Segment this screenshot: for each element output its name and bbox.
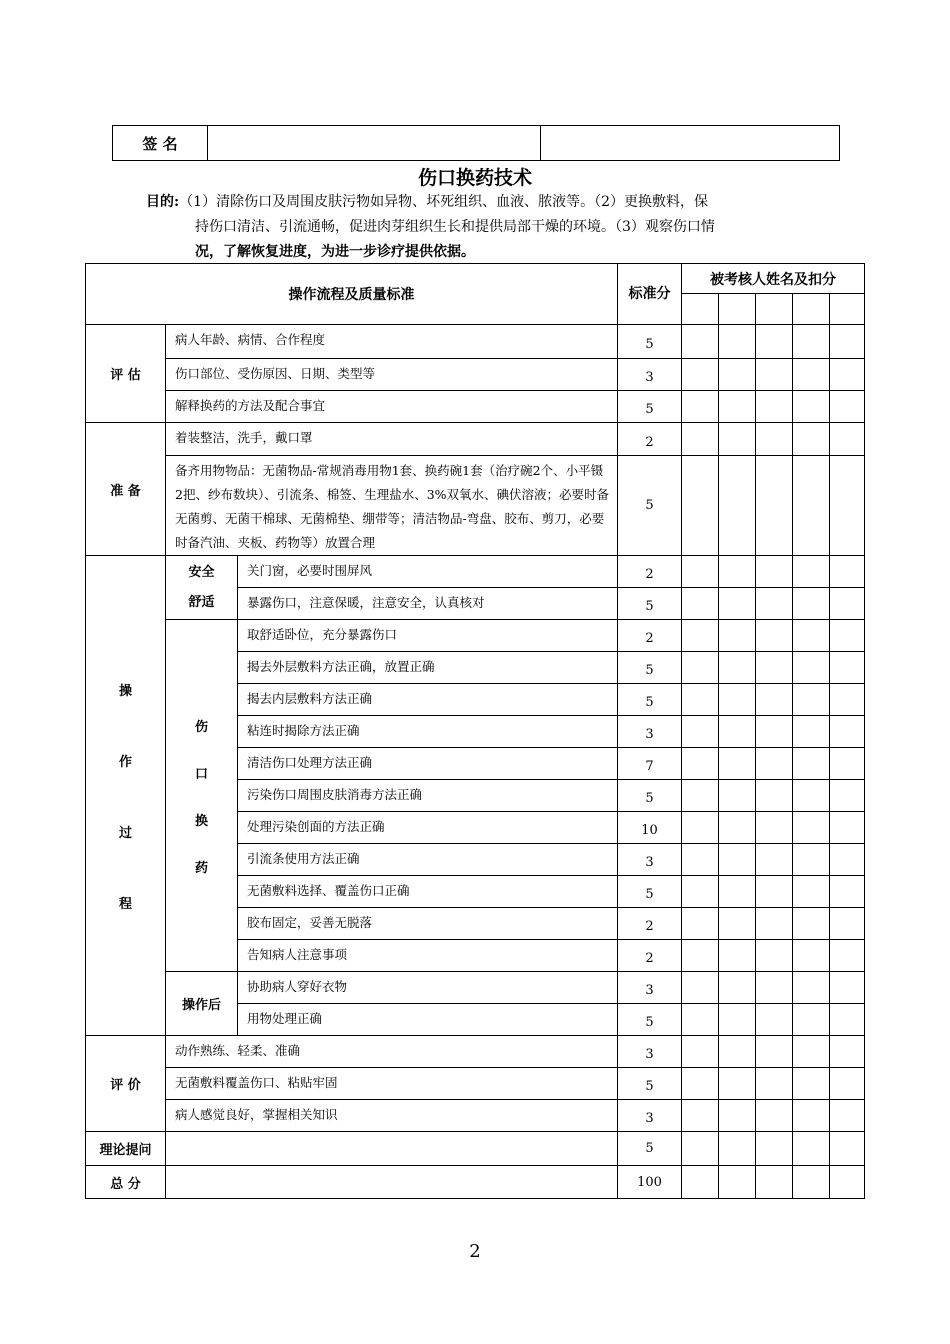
deduction-cell[interactable] bbox=[682, 359, 719, 391]
deduction-cell[interactable] bbox=[756, 325, 793, 359]
deduction-cell[interactable] bbox=[756, 812, 793, 844]
deduction-cell[interactable] bbox=[682, 456, 719, 556]
deduction-cell[interactable] bbox=[830, 1036, 865, 1068]
deduction-cell[interactable] bbox=[830, 812, 865, 844]
deduction-cell[interactable] bbox=[682, 972, 719, 1004]
criterion-item: 污染伤口周围皮肤消毒方法正确 bbox=[238, 780, 618, 812]
deduction-cell[interactable] bbox=[719, 1100, 756, 1132]
deduction-cell[interactable] bbox=[830, 972, 865, 1004]
deduction-cell[interactable] bbox=[830, 1004, 865, 1036]
deduction-cell[interactable] bbox=[719, 780, 756, 812]
deduction-cell[interactable] bbox=[793, 1004, 830, 1036]
criterion-item: 揭去内层敷料方法正确 bbox=[238, 684, 618, 716]
score-cell: 3 bbox=[618, 844, 682, 876]
deduction-cell[interactable] bbox=[756, 456, 793, 556]
deduction-cell[interactable] bbox=[793, 1132, 830, 1166]
deduction-cell[interactable] bbox=[719, 1068, 756, 1100]
criterion-item: 无菌敷料覆盖伤口、粘贴牢固 bbox=[166, 1068, 618, 1100]
score-cell: 3 bbox=[618, 972, 682, 1004]
deduction-cell[interactable] bbox=[756, 1004, 793, 1036]
deduction-cell[interactable] bbox=[719, 972, 756, 1004]
deduction-cell[interactable] bbox=[830, 620, 865, 652]
deduction-cell[interactable] bbox=[682, 1068, 719, 1100]
deduction-cell[interactable] bbox=[756, 908, 793, 940]
deduction-cell[interactable] bbox=[830, 1166, 865, 1199]
signature-table bbox=[112, 125, 840, 161]
deduction-cell[interactable] bbox=[756, 1036, 793, 1068]
deduction-cell[interactable] bbox=[793, 1166, 830, 1199]
deduction-cell[interactable] bbox=[830, 876, 865, 908]
deduction-cell[interactable] bbox=[793, 391, 830, 423]
deduction-cell[interactable] bbox=[793, 876, 830, 908]
deduction-cell[interactable] bbox=[756, 652, 793, 684]
deduction-cell[interactable] bbox=[830, 391, 865, 423]
deduction-cell[interactable] bbox=[719, 325, 756, 359]
criterion-item: 动作熟练、轻柔、准确 bbox=[166, 1036, 618, 1068]
score-cell: 2 bbox=[618, 556, 682, 588]
section-prepare-label: 准 备 bbox=[86, 423, 166, 556]
deduction-cell[interactable] bbox=[793, 972, 830, 1004]
deduction-cell[interactable] bbox=[793, 359, 830, 391]
score-cell: 5 bbox=[618, 325, 682, 359]
score-cell: 7 bbox=[618, 748, 682, 780]
subsection-safety-label bbox=[166, 556, 238, 620]
deduction-cell[interactable] bbox=[756, 876, 793, 908]
deduction-cell[interactable] bbox=[682, 391, 719, 423]
deduction-cell[interactable] bbox=[830, 1132, 865, 1166]
criterion-item: 着装整洁，洗手，戴口罩 bbox=[166, 423, 618, 456]
deduction-cell[interactable] bbox=[682, 1004, 719, 1036]
deduction-cell[interactable] bbox=[719, 423, 756, 456]
deduction-cell[interactable] bbox=[682, 684, 719, 716]
criterion-item: 备齐用物物品：无菌物品-常规消毒用物1套、换药碗1套（治疗碗2个、小平镊2把、纱布数块）、引流条、棉签、生理盐水、3%双氧水、碘伏溶液；必要时备无菌剪、无菌干棉球、无菌棉垫、绷带等；清洁物品-弯盘、胶布、剪刀，必要时备汽油、夹板、药物等）放置合理 bbox=[166, 456, 618, 556]
deduction-cell[interactable] bbox=[793, 908, 830, 940]
deduction-cell[interactable] bbox=[793, 1036, 830, 1068]
deduction-cell[interactable] bbox=[756, 1068, 793, 1100]
criterion-item: 取舒适卧位，充分暴露伤口 bbox=[238, 620, 618, 652]
total-label: 总 分 bbox=[86, 1166, 166, 1199]
deduction-cell[interactable] bbox=[830, 844, 865, 876]
score-cell: 5 bbox=[618, 780, 682, 812]
header-score: 标准分 bbox=[618, 264, 682, 325]
deduction-cell[interactable] bbox=[830, 456, 865, 556]
deduction-cell[interactable] bbox=[719, 1004, 756, 1036]
deduction-cell[interactable] bbox=[756, 423, 793, 456]
deduction-cell[interactable] bbox=[682, 716, 719, 748]
deduction-cell[interactable] bbox=[719, 716, 756, 748]
criterion-item: 胶布固定，妥善无脱落 bbox=[238, 908, 618, 940]
score-cell: 5 bbox=[618, 876, 682, 908]
criterion-item: 暴露伤口，注意保暖，注意安全，认真核对 bbox=[238, 588, 618, 620]
deduction-cell[interactable] bbox=[830, 1100, 865, 1132]
examinee-name-cell[interactable] bbox=[830, 294, 865, 325]
signature-cell[interactable] bbox=[541, 126, 840, 161]
purpose-label: 目的: bbox=[146, 194, 180, 210]
deduction-cell[interactable] bbox=[682, 588, 719, 620]
deduction-cell[interactable] bbox=[830, 716, 865, 748]
deduction-cell[interactable] bbox=[682, 748, 719, 780]
examinee-name-cell[interactable] bbox=[793, 294, 830, 325]
deduction-cell[interactable] bbox=[793, 456, 830, 556]
deduction-cell[interactable] bbox=[793, 748, 830, 780]
signature-label: 签 名 bbox=[113, 126, 208, 161]
deduction-cell[interactable] bbox=[793, 620, 830, 652]
score-cell: 3 bbox=[618, 1036, 682, 1068]
safety-label-line: 舒适 bbox=[188, 594, 215, 610]
deduction-cell[interactable] bbox=[756, 716, 793, 748]
examinee-name-cell[interactable] bbox=[682, 294, 719, 325]
deduction-cell[interactable] bbox=[756, 359, 793, 391]
deduction-cell[interactable] bbox=[682, 1036, 719, 1068]
deduction-cell[interactable] bbox=[719, 748, 756, 780]
purpose-block bbox=[146, 190, 810, 265]
criterion-item: 处理污染创面的方法正确 bbox=[238, 812, 618, 844]
deduction-cell[interactable] bbox=[830, 908, 865, 940]
deduction-cell[interactable] bbox=[756, 780, 793, 812]
deduction-cell[interactable] bbox=[682, 1132, 719, 1166]
deduction-cell[interactable] bbox=[793, 812, 830, 844]
process-char: 作 bbox=[118, 754, 132, 770]
deduction-cell[interactable] bbox=[682, 940, 719, 972]
deduction-cell[interactable] bbox=[830, 652, 865, 684]
score-cell: 2 bbox=[618, 620, 682, 652]
deduction-cell[interactable] bbox=[719, 1036, 756, 1068]
deduction-cell[interactable] bbox=[719, 359, 756, 391]
header-examinee: 被考核人姓名及扣分 bbox=[682, 264, 865, 294]
score-cell: 2 bbox=[618, 908, 682, 940]
purpose-line: （1）清除伤口及周围皮肤污物如异物、坏死组织、血液、脓液等。（2）更换敷料，保 bbox=[179, 194, 708, 210]
criterion-item: 关门窗，必要时围屏风 bbox=[238, 556, 618, 588]
criterion-item: 解释换药的方法及配合事宜 bbox=[166, 391, 618, 423]
deduction-cell[interactable] bbox=[830, 325, 865, 359]
process-char: 操 bbox=[118, 683, 132, 699]
deduction-cell[interactable] bbox=[830, 940, 865, 972]
section-evaluate-label: 评 价 bbox=[86, 1036, 166, 1132]
section-process-label bbox=[86, 556, 166, 1036]
deduction-cell[interactable] bbox=[719, 588, 756, 620]
deduction-cell[interactable] bbox=[756, 684, 793, 716]
deduction-cell[interactable] bbox=[682, 876, 719, 908]
deduction-cell[interactable] bbox=[793, 1100, 830, 1132]
score-cell: 3 bbox=[618, 1100, 682, 1132]
criterion-item: 无菌敷料选择、覆盖伤口正确 bbox=[238, 876, 618, 908]
deduction-cell[interactable] bbox=[756, 1132, 793, 1166]
score-cell: 5 bbox=[618, 391, 682, 423]
deduction-cell[interactable] bbox=[793, 556, 830, 588]
purpose-line: 况，了解恢复进度，为进一步诊疗提供依据。 bbox=[195, 244, 475, 260]
examinee-name-cell[interactable] bbox=[756, 294, 793, 325]
deduction-cell[interactable] bbox=[793, 652, 830, 684]
deduction-cell[interactable] bbox=[793, 780, 830, 812]
score-cell: 3 bbox=[618, 359, 682, 391]
deduction-cell[interactable] bbox=[719, 812, 756, 844]
criterion-item: 用物处理正确 bbox=[238, 1004, 618, 1036]
examinee-name-cell[interactable] bbox=[719, 294, 756, 325]
header-process: 操作流程及质量标准 bbox=[86, 264, 618, 325]
deduction-cell[interactable] bbox=[756, 748, 793, 780]
deduction-cell[interactable] bbox=[682, 1100, 719, 1132]
deduction-cell[interactable] bbox=[682, 620, 719, 652]
deduction-cell[interactable] bbox=[719, 1166, 756, 1199]
deduction-cell[interactable] bbox=[793, 716, 830, 748]
criterion-item: 清洁伤口处理方法正确 bbox=[238, 748, 618, 780]
subsection-dressing-label bbox=[166, 620, 238, 972]
deduction-cell[interactable] bbox=[719, 652, 756, 684]
deduction-cell[interactable] bbox=[682, 652, 719, 684]
process-char: 过 bbox=[118, 825, 132, 841]
deduction-cell[interactable] bbox=[719, 908, 756, 940]
deduction-cell[interactable] bbox=[756, 556, 793, 588]
dressing-char: 伤 bbox=[194, 719, 208, 735]
page-number: 2 bbox=[469, 1241, 481, 1262]
deduction-cell[interactable] bbox=[719, 391, 756, 423]
deduction-cell[interactable] bbox=[793, 940, 830, 972]
deduction-cell[interactable] bbox=[756, 1100, 793, 1132]
deduction-cell[interactable] bbox=[756, 940, 793, 972]
deduction-cell[interactable] bbox=[719, 876, 756, 908]
deduction-cell[interactable] bbox=[793, 423, 830, 456]
deduction-cell[interactable] bbox=[682, 423, 719, 456]
deduction-cell[interactable] bbox=[756, 1166, 793, 1199]
score-cell: 5 bbox=[618, 1068, 682, 1100]
deduction-cell[interactable] bbox=[682, 908, 719, 940]
theory-content-cell[interactable] bbox=[166, 1132, 618, 1166]
deduction-cell[interactable] bbox=[793, 684, 830, 716]
deduction-cell[interactable] bbox=[793, 844, 830, 876]
section-assess-label: 评 估 bbox=[86, 325, 166, 423]
deduction-cell[interactable] bbox=[830, 359, 865, 391]
deduction-cell[interactable] bbox=[756, 972, 793, 1004]
deduction-cell[interactable] bbox=[719, 844, 756, 876]
safety-label-line: 安全 bbox=[188, 564, 215, 580]
score-cell: 5 bbox=[618, 684, 682, 716]
deduction-cell[interactable] bbox=[719, 556, 756, 588]
score-cell: 5 bbox=[618, 1132, 682, 1166]
deduction-cell[interactable] bbox=[756, 844, 793, 876]
purpose-line: 持伤口清洁、引流通畅，促进肉芽组织生长和提供局部干燥的环境。（3）观察伤口情 bbox=[195, 219, 715, 235]
deduction-cell[interactable] bbox=[830, 1068, 865, 1100]
deduction-cell[interactable] bbox=[830, 423, 865, 456]
deduction-cell[interactable] bbox=[682, 325, 719, 359]
deduction-cell[interactable] bbox=[830, 748, 865, 780]
criterion-item: 告知病人注意事项 bbox=[238, 940, 618, 972]
score-cell: 2 bbox=[618, 423, 682, 456]
score-cell: 3 bbox=[618, 716, 682, 748]
signature-cell[interactable] bbox=[208, 126, 541, 161]
score-cell: 5 bbox=[618, 652, 682, 684]
deduction-cell[interactable] bbox=[719, 940, 756, 972]
deduction-cell[interactable] bbox=[719, 456, 756, 556]
deduction-cell[interactable] bbox=[756, 588, 793, 620]
deduction-cell[interactable] bbox=[682, 780, 719, 812]
deduction-cell[interactable] bbox=[719, 620, 756, 652]
subsection-after-label: 操作后 bbox=[166, 972, 238, 1036]
deduction-cell[interactable] bbox=[719, 684, 756, 716]
deduction-cell[interactable] bbox=[793, 1068, 830, 1100]
criterion-item: 揭去外层敷料方法正确，放置正确 bbox=[238, 652, 618, 684]
deduction-cell[interactable] bbox=[682, 1166, 719, 1199]
criterion-item: 协助病人穿好衣物 bbox=[238, 972, 618, 1004]
assessment-table bbox=[85, 263, 865, 1199]
deduction-cell[interactable] bbox=[756, 391, 793, 423]
total-score-cell: 100 bbox=[618, 1166, 682, 1199]
score-cell: 2 bbox=[618, 940, 682, 972]
dressing-char: 药 bbox=[194, 860, 208, 876]
theory-label: 理论提问 bbox=[86, 1132, 166, 1166]
deduction-cell[interactable] bbox=[793, 588, 830, 620]
dressing-char: 换 bbox=[194, 813, 208, 829]
deduction-cell[interactable] bbox=[682, 556, 719, 588]
dressing-char: 口 bbox=[194, 766, 208, 782]
score-cell: 5 bbox=[618, 588, 682, 620]
deduction-cell[interactable] bbox=[682, 844, 719, 876]
total-content-cell[interactable] bbox=[166, 1166, 618, 1199]
criterion-item: 粘连时揭除方法正确 bbox=[238, 716, 618, 748]
score-cell: 5 bbox=[618, 1004, 682, 1036]
deduction-cell[interactable] bbox=[719, 1132, 756, 1166]
deduction-cell[interactable] bbox=[830, 780, 865, 812]
score-cell: 5 bbox=[618, 456, 682, 556]
criterion-item: 病人感觉良好，掌握相关知识 bbox=[166, 1100, 618, 1132]
criterion-item: 引流条使用方法正确 bbox=[238, 844, 618, 876]
deduction-cell[interactable] bbox=[830, 588, 865, 620]
deduction-cell[interactable] bbox=[830, 684, 865, 716]
deduction-cell[interactable] bbox=[793, 325, 830, 359]
deduction-cell[interactable] bbox=[830, 556, 865, 588]
score-cell: 10 bbox=[618, 812, 682, 844]
process-char: 程 bbox=[118, 896, 132, 912]
criterion-item: 伤口部位、受伤原因、日期、类型等 bbox=[166, 359, 618, 391]
criterion-item: 病人年龄、病情、合作程度 bbox=[166, 325, 618, 359]
deduction-cell[interactable] bbox=[682, 812, 719, 844]
deduction-cell[interactable] bbox=[756, 620, 793, 652]
page-title: 伤口换药技术 bbox=[417, 167, 532, 189]
